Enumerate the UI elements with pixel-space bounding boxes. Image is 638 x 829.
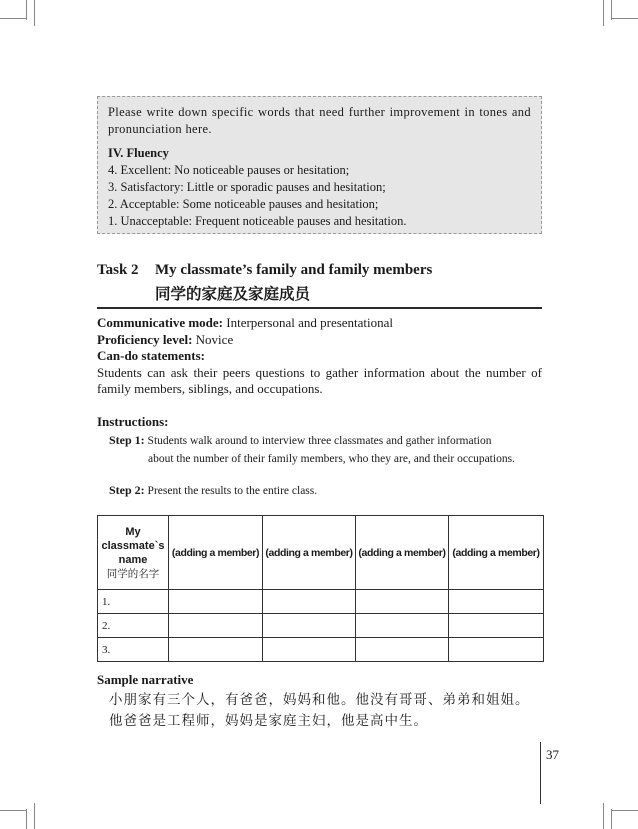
sample-narrative-line: 小朋家有三个人，有爸爸，妈妈和他。他没有哥哥、弟弟和姐姐。 [109, 692, 530, 708]
table-cell[interactable] [263, 590, 356, 614]
sample-narrative-line: 他爸爸是工程师，妈妈是家庭主妇，他是高中生。 [109, 713, 428, 729]
table-header-row [98, 516, 544, 590]
fluency-item: 2. Acceptable: Some noticeable pauses and hesitation; [108, 197, 379, 211]
table-cell[interactable] [449, 590, 544, 614]
crop-mark [611, 809, 612, 829]
crop-mark [0, 18, 26, 19]
task-info [97, 315, 542, 398]
member-header: (adding a member) [356, 516, 449, 590]
page-number: 37 [546, 747, 559, 762]
can-do-statement: Students can ask their peers questions to gather information about the number of family members, siblings, and occupations. [97, 364, 542, 396]
task-title-en: My classmate’s family and family members [155, 262, 433, 278]
table-cell[interactable] [449, 614, 544, 638]
step-2: Step 2: Present the results to the entire class. [109, 483, 318, 497]
crop-mark [603, 803, 604, 829]
sample-narrative-title: Sample narrative [97, 672, 194, 687]
row-number: 1. [98, 590, 169, 614]
crop-mark [603, 0, 604, 26]
table-row [98, 638, 544, 662]
crop-mark [612, 810, 638, 811]
crop-mark [26, 0, 27, 20]
table-cell[interactable] [169, 590, 263, 614]
improvement-note: Please write down specific words that need further improvement in tones and pronunciation here. [108, 105, 531, 136]
communicative-mode: Communicative mode: Interpersonal and presentational [97, 315, 394, 330]
task-number: Task 2 [97, 262, 139, 278]
table-cell[interactable] [449, 638, 544, 662]
crop-mark [34, 803, 35, 829]
table-cell[interactable] [356, 638, 449, 662]
member-header: (adding a member) [449, 516, 544, 590]
crop-mark [34, 0, 35, 26]
row-number: 3. [98, 638, 169, 662]
page-number-rule [540, 742, 541, 804]
crop-mark [612, 18, 638, 19]
task-title-cn: 同学的家庭及家庭成员 [155, 285, 311, 303]
instructions-title: Instructions: [97, 414, 169, 429]
table-cell[interactable] [263, 614, 356, 638]
table-cell[interactable] [356, 614, 449, 638]
task-heading [97, 260, 432, 281]
can-do-heading: Can-do statements: [97, 348, 205, 363]
table-cell[interactable] [356, 590, 449, 614]
fluency-rubric-box [97, 96, 542, 234]
fluency-item: 1. Unacceptable: Frequent noticeable pauses and hesitation. [108, 214, 407, 228]
fluency-title: IV. Fluency [108, 146, 169, 160]
fluency-item: 4. Excellent: No noticeable pauses or hesitation; [108, 163, 350, 177]
member-header: (adding a member) [263, 516, 356, 590]
classmate-name-header: My classmate`s name 同学的名字 [98, 516, 169, 590]
proficiency-level: Proficiency level: Novice [97, 331, 234, 347]
table-cell[interactable] [169, 638, 263, 662]
table-cell[interactable] [263, 638, 356, 662]
member-header: (adding a member) [169, 516, 263, 590]
table-row [98, 590, 544, 614]
step-1: Step 1: Students walk around to interview three classmates and gather information about the number of their family members, who they are, and their occupations. [109, 433, 515, 465]
row-number: 2. [98, 614, 169, 638]
section-divider [97, 307, 542, 309]
fluency-item: 3. Satisfactory: Little or sporadic pauses and hesitation; [108, 180, 386, 194]
table-cell[interactable] [169, 614, 263, 638]
classmate-family-table [97, 515, 544, 662]
crop-mark [611, 0, 612, 20]
table-row [98, 614, 544, 638]
crop-mark [26, 809, 27, 829]
crop-mark [0, 810, 26, 811]
instructions [97, 413, 542, 497]
